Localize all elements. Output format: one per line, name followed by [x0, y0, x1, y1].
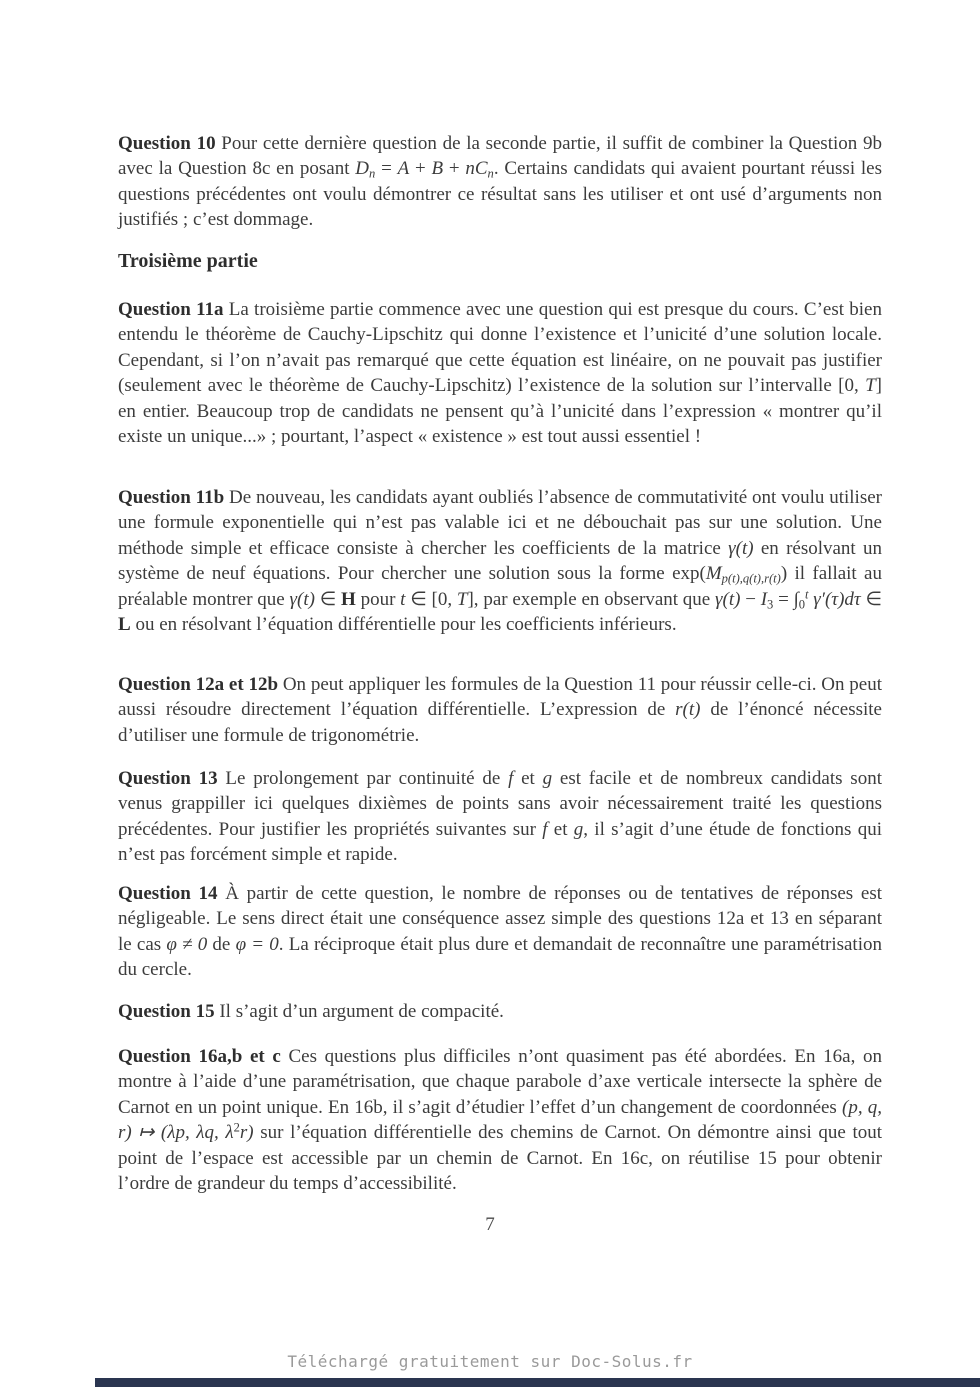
text-run: La troisième partie commence avec une question qui est presque du cours. C’est bien entendu le théorème de Cauchy-Lipschitz qui donne l’existence et l’unicité d’une solution locale. Cependant, si l’on n’avait pas remarqué que cette équation est linéaire, on ne pouvait pas justifier (seulement avec le théorème de Cauchy-Lipschitz) l’existence de la solution sur l’intervalle [0, [118, 299, 882, 397]
paragraph-question-10 [118, 131, 882, 233]
paragraph-question-13 [118, 766, 882, 868]
text-run: M [705, 563, 722, 585]
bold-run: Question 13 [118, 768, 226, 789]
bold-run: Question 11b [118, 487, 230, 508]
paragraph-question-12 [118, 672, 882, 748]
text-run: γ′(τ)dτ [813, 588, 861, 610]
text-run: 2 [233, 1120, 240, 1135]
paragraph-question-14 [118, 881, 882, 983]
bold-run: Question 15 [118, 1001, 220, 1022]
bold-run: n [487, 166, 494, 181]
text-run: f [508, 768, 514, 789]
text-run: ∈ [314, 588, 342, 610]
text-run: + [443, 158, 466, 180]
text-run: r) [239, 1122, 254, 1144]
text-run: g [573, 818, 584, 840]
text-run: B [431, 158, 444, 180]
text-run: et [547, 818, 574, 840]
text-run: en résolvant un système de neuf équations. Pour chercher une solution sous la forme exp( [118, 537, 883, 585]
footer-bar [95, 1378, 980, 1387]
bold-run: p(t),q(t),r(t) [721, 571, 781, 586]
paragraph-question-11a [118, 297, 882, 449]
text-run: ou en résolvant l’équation différentielle pour les coefficients inférieurs. [130, 614, 677, 636]
text-run: + [409, 158, 432, 180]
paragraph-question-16 [118, 1044, 882, 1196]
text-run: . La réciproque était plus dure et demandait de reconnaître une paramétrisation du cercle. [118, 933, 882, 981]
text-run: γ(t) [289, 588, 315, 610]
text-run: r(t) [675, 699, 701, 721]
text-run: φ = 0 [235, 933, 279, 955]
text-run: On peut appliquer les formules de la Question 11 pour réussir celle-ci. On peut aussi résoudre directement l’équation différentielle. L’expression de [118, 674, 882, 721]
text-run: t [400, 588, 406, 610]
bold-run: Question 10 [118, 133, 222, 154]
text-run: = [375, 158, 398, 180]
text-run: T [865, 375, 876, 397]
text-run: est facile et de nombreux candidats sont venus grappiller ici quelques dixièmes de points sans avoir nécessairement traité les questions précédentes. Pour justifier les propriétés suivantes sur [118, 768, 882, 840]
text-run: g [542, 768, 553, 789]
text-run: T [456, 588, 468, 610]
text-run: A [397, 158, 410, 180]
text-run: ∈ [0, [405, 588, 457, 610]
text-run: Ces questions plus difficiles n’ont quasiment pas été abordées. En 16a, on montre à l’aide d’une paramétrisation, que chaque parabole d’axe verticale intersecte la sphère de Carnot en un point unique. En 16b, il s’agit d’étudier l’effet d’un changement de coordonnées [118, 1046, 883, 1118]
paragraph-question-11b [118, 485, 882, 637]
text-run: de [207, 933, 236, 955]
text-run: Pour cette dernière question de la seconde partie, il suffit de combiner la Question 9b avec la Question 8c en posant [118, 133, 882, 180]
paragraph-question-15 [118, 999, 882, 1024]
text-run: (p, q, r) ↦ (λp, λq, λ [118, 1096, 882, 1144]
text-run: − [740, 588, 761, 610]
text-run: et [513, 768, 543, 789]
text-run: nC [465, 158, 488, 180]
text-run: γ(t) [715, 588, 741, 610]
bold-run: 0 [798, 597, 806, 612]
text-run: = ∫ [773, 588, 799, 610]
bold-run: 3 [767, 597, 774, 612]
text-run: De nouveau, les candidats ayant oubliés l’absence de commutativité ont voulu utiliser une formule exponentielle qui n’est pas valable ici et ne débouchait pas sur une solution. Une méthode simple et efficace consiste à chercher les coefficients de la matrice [118, 487, 882, 559]
watermark-footer-text: Téléchargé gratuitement sur Doc-Solus.fr [287, 1352, 693, 1371]
text-run: f [542, 818, 548, 840]
bold-run: Question 14 [118, 883, 226, 904]
text-run: ] en entier. Beaucoup trop de candidats ne pensent qu’à l’unicité dans l’expression « montrer qu’il existe un unique...» ; pourtant, l’aspect « existence » est tout aussi essentiel ! [118, 375, 882, 448]
text-run: ], par exemple en observant que [467, 588, 716, 610]
text-run: , il s’agit d’une étude de fonctions qui n’est pas forcément simple et rapide. [118, 818, 882, 866]
text-run: ∈ [860, 588, 883, 610]
text-run: Le prolongement par continuité de [225, 768, 509, 789]
bold-run: Question 16a,b et c [118, 1046, 289, 1067]
bold-run: Question 12a et 12b [118, 674, 283, 695]
text-run: pour [355, 588, 401, 610]
text-run: sur l’équation différentielle des chemins de Carnot. On démontre ainsi que tout point de l’espace est accessible par un chemin de Carnot. En 16c, on réutilise 15 pour obtenir l’ordre de grandeur du temps d’accessibilité. [118, 1122, 882, 1195]
page-number: 7 [485, 1214, 495, 1235]
text-run: À partir de cette question, le nombre de réponses ou de tentatives de réponses est négligeable. Le sens direct était une conséquence assez simple des questions 12a et 13 en séparant le cas [118, 883, 882, 955]
bold-run: H [341, 588, 356, 610]
bold-run: L [118, 614, 131, 636]
section-heading: Troisième partie [118, 249, 258, 272]
text-run: φ ≠ 0 [166, 933, 208, 955]
text-run: γ(t) [728, 537, 754, 559]
bold-run: Question 11a [118, 299, 229, 320]
text-run: . Certains candidats qui avaient pourtant réussi les questions précédentes ont voulu démontrer ce résultat sans les utiliser et ont usé d’arguments non justifiés ; c’est dommage. [118, 158, 882, 231]
text-run: D [355, 158, 370, 180]
bold-run: n [369, 166, 376, 181]
text-run: Il s’agit d’un argument de compacité. [219, 1001, 504, 1022]
text-run: I [760, 588, 768, 610]
text-run: de l’énoncé nécessite d’utiliser une formule de trigonométrie. [118, 699, 882, 746]
text-run: ) il fallait au préalable montrer que [118, 563, 882, 610]
text-run: t [805, 587, 809, 602]
